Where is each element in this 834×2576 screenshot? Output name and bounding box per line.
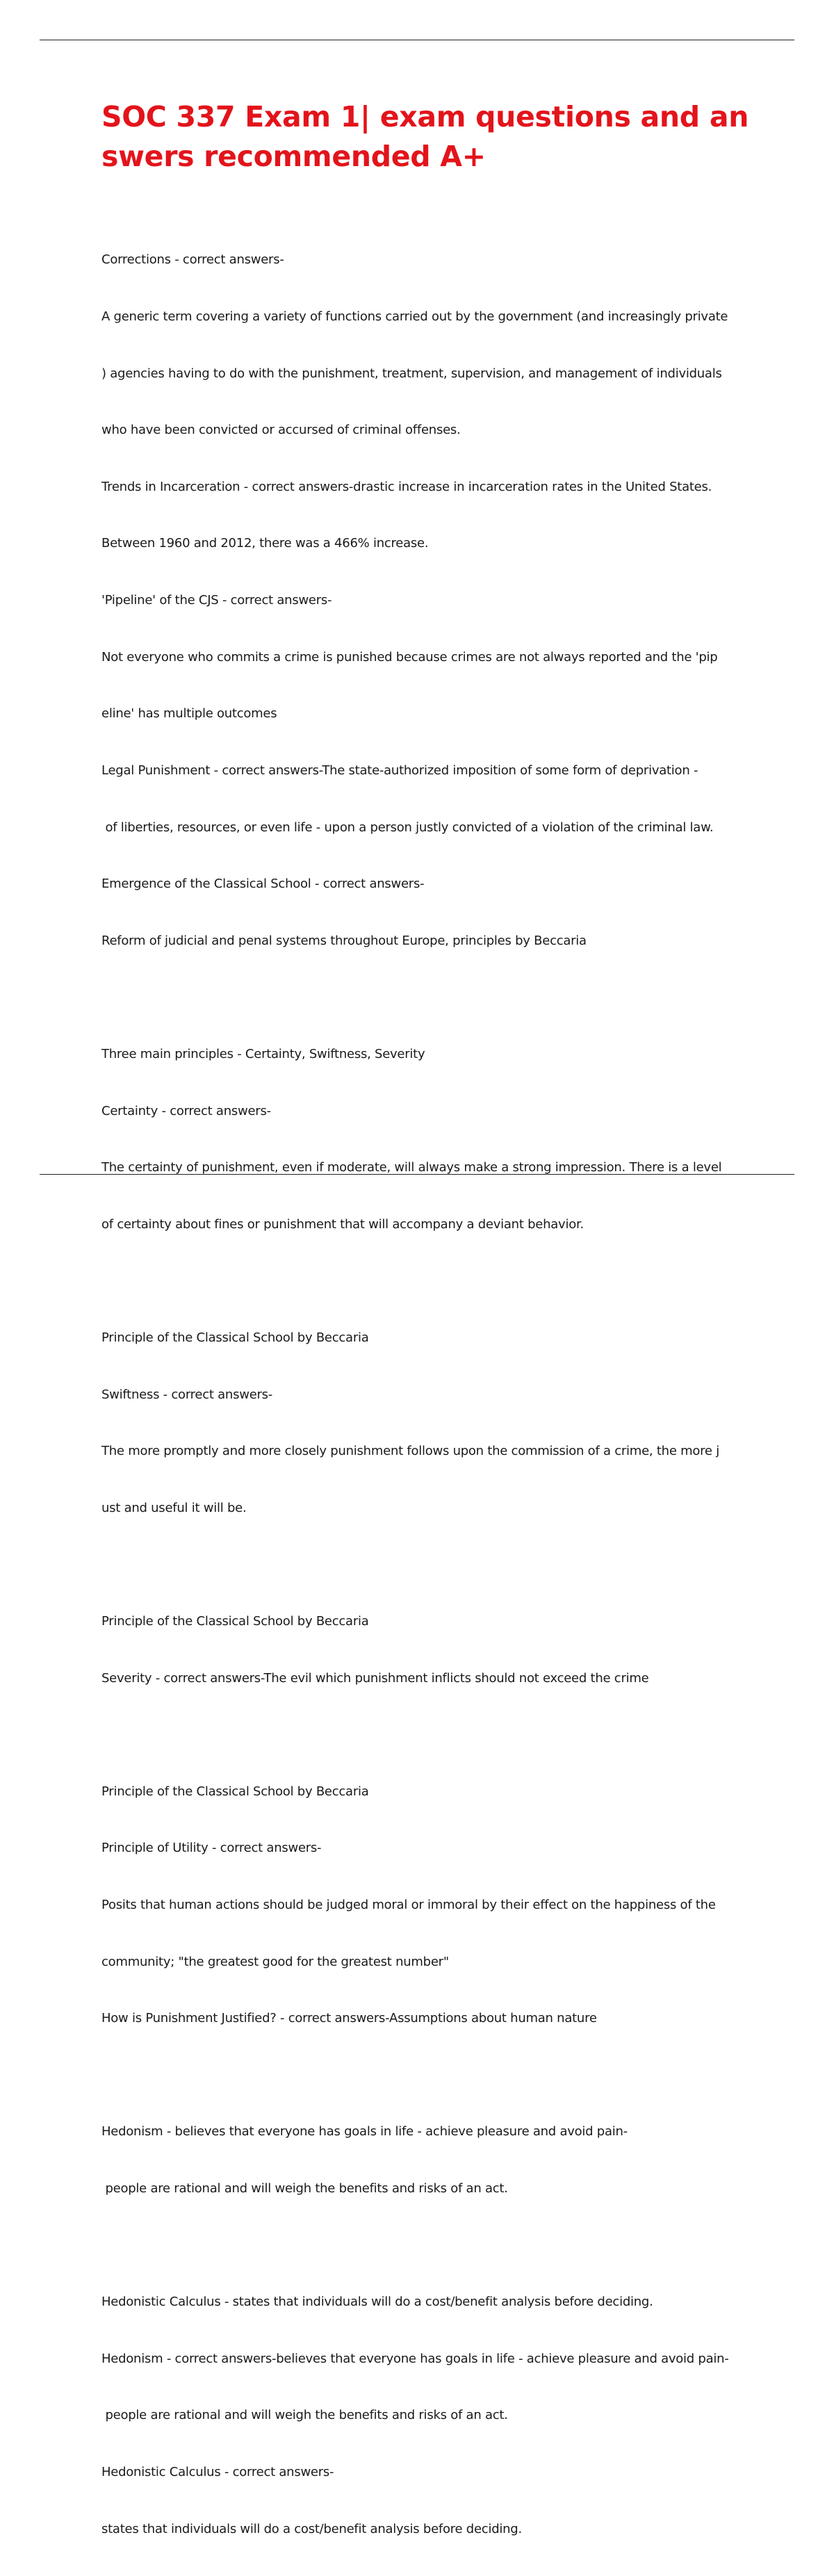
blank-line bbox=[101, 1725, 762, 1744]
text-line: ust and useful it will be. bbox=[101, 1500, 247, 1515]
text-line: who have been convicted or accursed of criminal offenses. bbox=[101, 423, 461, 438]
text-line: Hedonism - believes that everyone has goals in life - achieve pleasure and avoid pain- bbox=[101, 2124, 628, 2139]
text-line: ) agencies having to do with the punishment, treatment, supervision, and management of individuals bbox=[101, 366, 722, 381]
text-line: Trends in Incarceration - correct answers-drastic increase in incarceration rates in the United States. bbox=[101, 479, 712, 494]
text-line: eline' has multiple outcomes bbox=[101, 706, 277, 722]
document-body bbox=[101, 213, 762, 2576]
bottom-rule bbox=[40, 1174, 794, 1175]
text-line: states that individuals will do a cost/benefit analysis before deciding. bbox=[101, 2521, 522, 2536]
text-line: Corrections - correct answers- bbox=[101, 252, 284, 268]
text-line: Principle of Utility - correct answers- bbox=[101, 1841, 322, 1856]
document-content bbox=[101, 97, 762, 2576]
text-line: The certainty of punishment, even if moderate, will always make a strong impression. There is a level bbox=[101, 1160, 722, 1175]
text-line: Hedonistic Calculus - states that individuals will do a cost/benefit analysis before deciding. bbox=[101, 2294, 653, 2310]
text-line: The more promptly and more closely punishment follows upon the commission of a crime, the more j bbox=[101, 1444, 719, 1459]
text-line: How is Punishment Justified? - correct answers-Assumptions about human nature bbox=[101, 2011, 597, 2026]
text-line: people are rational and will weigh the benefits and risks of an act. bbox=[101, 2408, 508, 2423]
text-line: Swiftness - correct answers- bbox=[101, 1387, 273, 1402]
text-line: Emergence of the Classical School - correct answers- bbox=[101, 877, 425, 892]
blank-line bbox=[101, 988, 762, 1006]
text-line: Severity - correct answers-The evil which punishment inflicts should not exceed the crime bbox=[101, 1670, 649, 1686]
text-line: of liberties, resources, or even life - upon a person justly convicted of a violation of the criminal law. bbox=[101, 820, 714, 835]
blank-line bbox=[101, 2066, 762, 2085]
text-line: Posits that human actions should be judged moral or immoral by their effect on the happiness of the bbox=[101, 1898, 716, 1913]
text-line: Hedonistic Calculus - correct answers- bbox=[101, 2465, 334, 2480]
text-line: Between 1960 and 2012, there was a 466% increase. bbox=[101, 536, 429, 551]
text-line: community; "the greatest good for the greatest number" bbox=[101, 1954, 449, 1969]
text-line: Principle of the Classical School by Beccaria bbox=[101, 1784, 369, 1799]
document-title: SOC 337 Exam 1| exam questions and answers recommended A+ bbox=[101, 100, 749, 173]
text-line: Hedonism - correct answers-believes that everyone has goals in life - achieve pleasure and avoid pain- bbox=[101, 2351, 729, 2366]
text-line: A generic term covering a variety of functions carried out by the government (and increasingly private bbox=[101, 309, 728, 325]
text-line: 'Pipeline' of the CJS - correct answers- bbox=[101, 593, 332, 608]
text-line: Three main principles - Certainty, Swiftness, Severity bbox=[101, 1046, 425, 1061]
blank-line bbox=[101, 1271, 762, 1290]
text-line: Certainty - correct answers- bbox=[101, 1103, 271, 1118]
blank-line bbox=[101, 2236, 762, 2255]
text-line: Principle of the Classical School by Beccaria bbox=[101, 1330, 369, 1345]
text-line: people are rational and will weigh the benefits and risks of an act. bbox=[101, 2181, 508, 2196]
text-line: Not everyone who commits a crime is punished because crimes are not always reported and the 'pip bbox=[101, 649, 718, 665]
text-line: Principle of the Classical School by Beccaria bbox=[101, 1613, 369, 1629]
blank-line bbox=[101, 1555, 762, 1574]
text-line: of certainty about fines or punishment that will accompany a deviant behavior. bbox=[101, 1216, 584, 1232]
text-line: Legal Punishment - correct answers-The state-authorized imposition of some form of deprivation - bbox=[101, 763, 698, 778]
text-line: Reform of judicial and penal systems throughout Europe, principles by Beccaria bbox=[101, 933, 587, 948]
